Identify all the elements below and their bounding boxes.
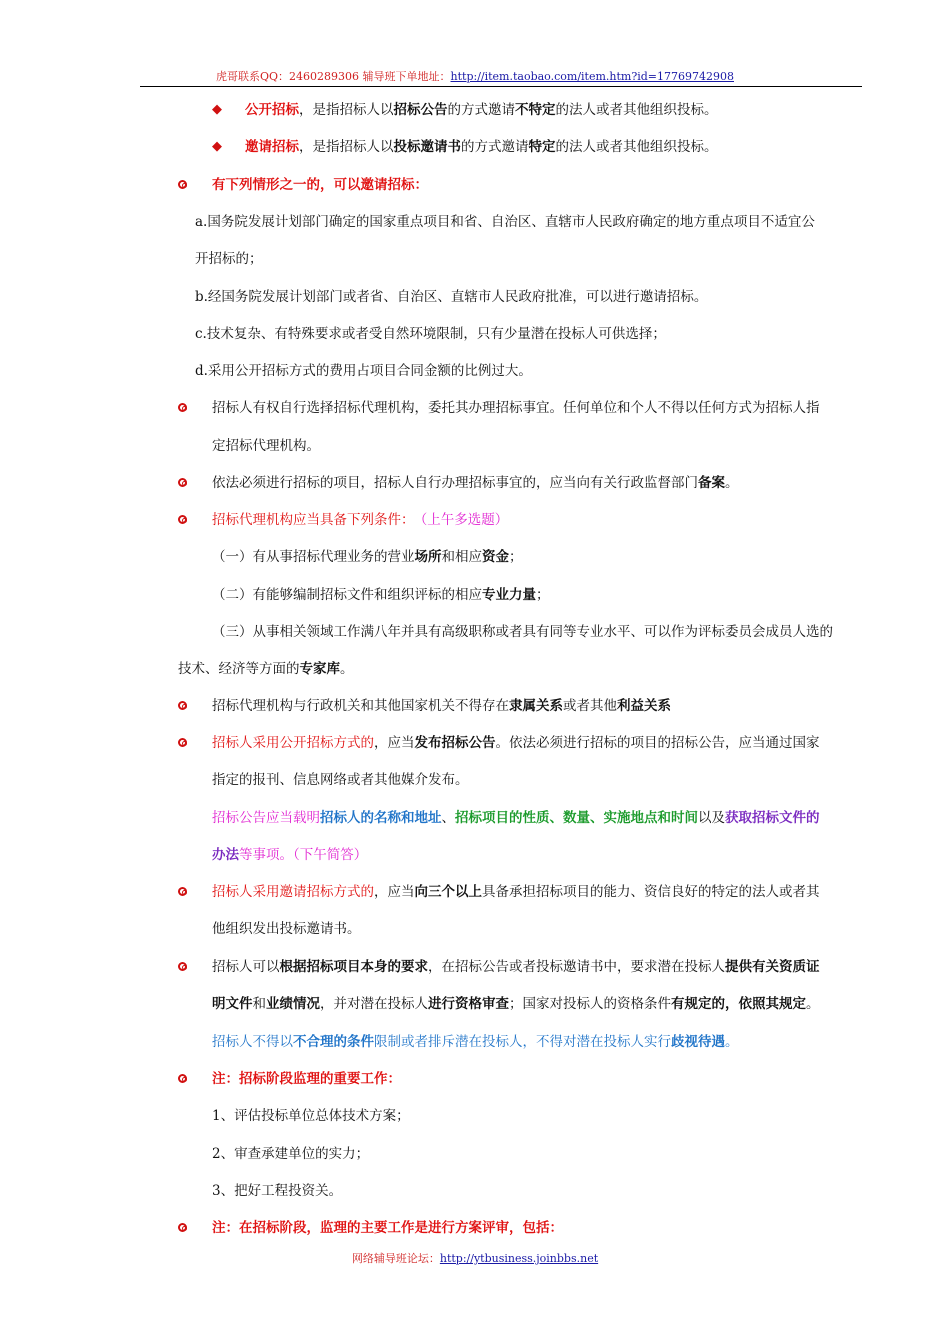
public-notice-line2: 指定的报刊、信息网络或者其他媒介发布。 — [212, 772, 469, 788]
condition-a-line1: a.国务院发展计划部门确定的国家重点项目和省、自治区、直辖市人民政府确定的地方重点项目不适宜公 — [195, 214, 815, 230]
agency-conditions-heading: 招标代理机构应当具备下列条件： （上午多选题） — [212, 512, 509, 528]
note-item-1: 1、评估投标单位总体技术方案； — [212, 1108, 410, 1124]
at-bullet-icon — [178, 1223, 187, 1232]
agency-condition-1: （一）有从事招标代理业务的营业场所和相应资金； — [212, 549, 523, 565]
at-bullet-icon — [178, 478, 187, 487]
agency-condition-3-line2: 技术、经济等方面的专家库。 — [178, 661, 354, 677]
agency-choice-line1: 招标人有权自行选择招标代理机构，委托其办理招标事宜。任何单位和个人不得以任何方式为招标人指 — [212, 400, 820, 416]
diamond-icon: ◆ — [212, 139, 222, 154]
at-bullet-icon — [178, 962, 187, 971]
at-bullet-icon — [178, 403, 187, 412]
condition-c: c.技术复杂、有特殊要求或者受自然环境限制，只有少量潜在投标人可供选择； — [195, 326, 666, 342]
at-bullet-icon — [178, 887, 187, 896]
at-bullet-icon — [178, 180, 187, 189]
invite-method-line2: 他组织发出投标邀请书。 — [212, 921, 361, 937]
definition-public-tender: 公开招标，是指招标人以招标公告的方式邀请不特定的法人或者其他组织投标。 — [245, 102, 718, 118]
agency-choice-line2: 定招标代理机构。 — [212, 438, 320, 454]
condition-a-line2: 开招标的； — [195, 251, 263, 267]
notice-contents-line2: 办法等事项。（下午简答） — [212, 847, 368, 863]
note-item-3: 3、把好工程投资关。 — [212, 1183, 343, 1199]
definition-invited-tender: 邀请招标，是指招标人以投标邀请书的方式邀请特定的法人或者其他组织投标。 — [245, 139, 718, 155]
agency-condition-3-line1: （三）从事相关领域工作满八年并具有高级职称或者具有同等专业水平、可以作为评标委员会成员人选的 — [212, 624, 833, 640]
diamond-icon: ◆ — [212, 102, 222, 117]
page-footer — [0, 1250, 950, 1266]
agency-relations: 招标代理机构与行政机关和其他国家机关不得存在隶属关系或者其他利益关系 — [212, 698, 671, 714]
header-contact: 虎哥联系QQ：2460289306 辅导班下单地址： — [215, 70, 451, 83]
header-link[interactable]: http://item.taobao.com/item.htm?id=17769742908 — [450, 70, 734, 83]
filing-paragraph: 依法必须进行招标的项目，招标人自行办理招标事宜的，应当向有关行政监督部门备案。 — [212, 475, 739, 491]
condition-d: d.采用公开招标方式的费用占项目合同金额的比例过大。 — [195, 363, 532, 379]
note-heading-2: 注：在招标阶段，监理的主要工作是进行方案评审，包括： — [212, 1220, 563, 1236]
footer-link[interactable]: http://ytbusiness.joinbbs.net — [439, 1252, 599, 1265]
footer-label: 网络辅导班论坛： — [351, 1252, 440, 1265]
page-header — [0, 68, 950, 84]
agency-condition-2: （二）有能够编制招标文件和组织评标的相应专业力量； — [212, 587, 550, 603]
invite-method-line1: 招标人采用邀请招标方式的，应当向三个以上具备承担招标项目的能力、资信良好的特定的法人或者其 — [212, 884, 820, 900]
section-heading-invite: 有下列情形之一的，可以邀请招标： — [212, 177, 428, 193]
note-item-2: 2、审查承建单位的实力； — [212, 1146, 370, 1162]
notice-contents-line1: 招标公告应当载明招标人的名称和地址、招标项目的性质、数量、实施地点和时间以及获取招标文件的 — [212, 810, 820, 826]
at-bullet-icon — [178, 515, 187, 524]
qualification-line2: 明文件和业绩情况，并对潜在投标人进行资格审查；国家对投标人的资格条件有规定的，依照其规定。 — [212, 996, 820, 1012]
qualification-line3: 招标人不得以不合理的条件限制或者排斥潜在投标人，不得对潜在投标人实行歧视待遇。 — [212, 1034, 739, 1050]
at-bullet-icon — [178, 701, 187, 710]
header-rule — [140, 86, 862, 87]
at-bullet-icon — [178, 1074, 187, 1083]
qualification-line1: 招标人可以根据招标项目本身的要求，在招标公告或者投标邀请书中，要求潜在投标人提供有关资质证 — [212, 959, 820, 975]
condition-b: b.经国务院发展计划部门或者省、自治区、直辖市人民政府批准，可以进行邀请招标。 — [195, 289, 708, 305]
at-bullet-icon — [178, 738, 187, 747]
public-notice-line1: 招标人采用公开招标方式的，应当发布招标公告。依法必须进行招标的项目的招标公告，应当通过国家 — [212, 735, 820, 751]
note-heading-1: 注：招标阶段监理的重要工作： — [212, 1071, 401, 1087]
